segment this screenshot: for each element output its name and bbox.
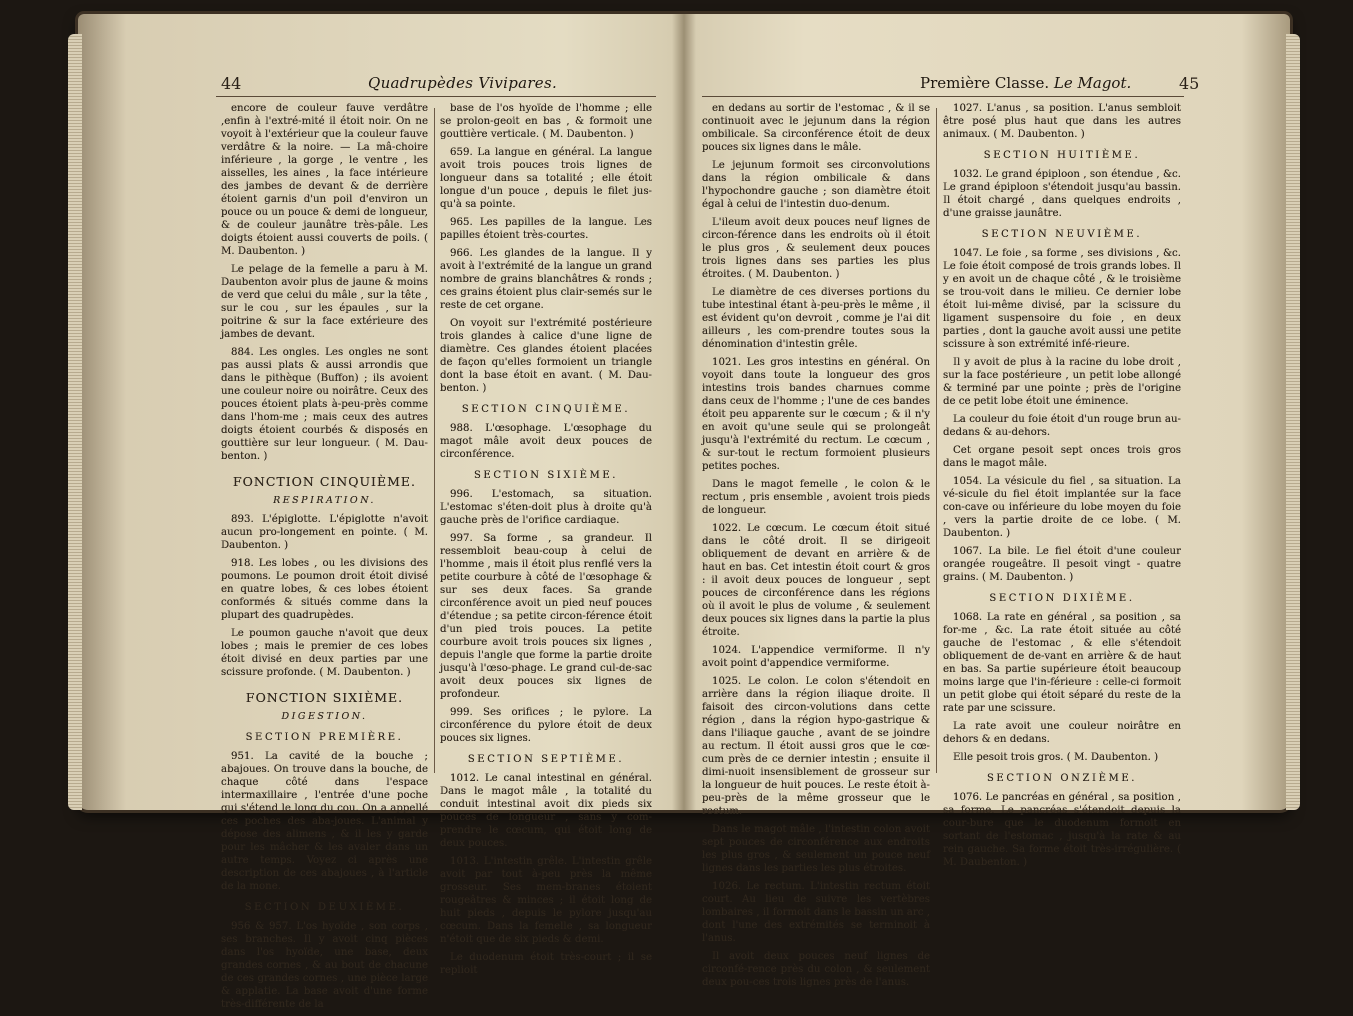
paragraph: 893. L'épiglotte. L'épiglotte n'avoit aucun pro-longement en pointe. ( M. Daubenton. ) <box>221 514 428 551</box>
paragraph: La couleur du foie étoit d'un rouge brun au-dedans & au-dehors. <box>943 414 1181 438</box>
paragraph: 1013. L'intestin grêle. L'intestin grêle avoit par tout à-peu près la même grosseur. Ses mem-branes étoient rougeâtres & minces ; il étoit long de huit pieds , depuis le pylore jusqu'au cœcum. Dans la femelle , sa longueur n'étoit que de six pieds & demi. <box>440 856 652 945</box>
chapter-heading: FONCTION SIXIÈME. <box>245 690 404 705</box>
text-column-right <box>440 102 652 982</box>
section-heading: SECTION ONZIÈME. <box>986 773 1137 784</box>
paragraph: 1067. La bile. Le fiel étoit d'une couleur orangée rougeâtre. Il pesoit vingt - quatre grains. ( M. Daubenton. ) <box>943 546 1181 583</box>
text-column-right <box>943 102 1181 874</box>
left-page <box>78 14 684 1010</box>
header-rule <box>216 96 656 97</box>
running-head: Quadrupèdes Vivipares. <box>368 74 558 92</box>
paragraph: 966. Les glandes de la langue. Il y avoit à l'extrémité de la langue un grand nombre de grains blanchâtres & ronds ; ces grains étoient plus clair-semés sur le reste de cet organe. <box>440 248 652 311</box>
paragraph: L'ileum avoit deux pouces neuf lignes de circon-férence dans les endroits où il étoit le plus gros , & seulement deux pouces trois lignes dans ses parties les plus étroites. ( M. Daubenton. ) <box>702 217 930 280</box>
running-head-main: Première Classe. <box>920 74 1050 92</box>
paragraph: 1076. Le pancréas en général , sa position , sa forme. Le pancréas s'étendoit depuis la cour-bure que le duodenum formoit en sortant de l'estomac , jusqu'à la rate & au rein gauche. Sa forme étoit très-irrégulière. ( M. Daubenton. ) <box>943 792 1181 868</box>
paragraph: Il avoit deux pouces neuf lignes de circonfé-rence près du colon , & seulement deux pou-ces trois lignes près de l'anus. <box>702 951 930 988</box>
page-number: 44 <box>221 74 242 93</box>
paragraph: Dans le magot femelle , le colon & le rectum , pris ensemble , avoient trois pieds de longueur. <box>702 479 930 516</box>
paragraph: encore de couleur fauve verdâtre ,enfin à l'extré-mité il étoit noir. On ne voyoit à l'extérieur que la couleur fauve verdâtre & la noire. — La mâ-choire inférieure , la gorge , le ventre , les aisselles, les aines , la face intérieure des jambes de devant & de derrière étoient garnis d'un poil d'environ un pouce ou un pouce & demi de longueur, & de couleur jaunâtre très-pâle. Les doigts étoient aussi couverts de poils. ( M. Daubenton. ) <box>221 103 428 257</box>
subheading: RESPIRATION. <box>273 495 376 506</box>
paragraph: Le pelage de la femelle a paru à M. Daubenton avoir plus de jaune & moins de verd que celui du mâle , sur la tête , sur le cou , sur les épaules , sur la poitrine & sur la face extérieure des jambes de devant. <box>221 264 428 340</box>
paragraph: 1026. Le rectum. L'intestin rectum étoit court. Au lieu de suivre les vertèbres lombaires , il formoit dans le bassin un arc , dont l'une des extrémités se terminoit à l'anus. <box>702 881 930 944</box>
section-heading: SECTION HUITIÈME. <box>983 150 1141 161</box>
paragraph: base de l'os hyoïde de l'homme ; elle se prolon-geoit en bas , & formoit une gouttière verticale. ( M. Daubenton. ) <box>440 103 652 140</box>
paragraph: Il y avoit de plus à la racine du lobe droit , sur la face postérieure , un petit lobe allongé & terminé par une pointe ; près de l'origine de ce petit lobe étoit une éminence. <box>943 357 1181 407</box>
paragraph: Dans le magot mâle , l'intestin colon avoit sept pouces de circonférence aux endroits les plus gros , & seulement un pouce neuf lignes dans les parties les plus étroites. <box>702 824 930 874</box>
paragraph: 956 & 957. L'os hyoïde , son corps , ses branches. Il y avoit cinq pièces dans l'os hyoïde, une base, deux grandes cornes , & au bout de chacune de ces grandes cornes , une pièce large & applatie. La base avoit d'une forme très-différente de la <box>221 921 428 1010</box>
paragraph: 1054. La vésicule du fiel , sa situation. La vé-sicule du fiel étoit implantée sur la face con-cave ou inférieure du lobe moyen du foie , vers la partie droite de ce lobe. ( M. Daubenton. ) <box>943 476 1181 539</box>
paragraph: Le jejunum formoit ses circonvolutions dans la région ombilicale & dans l'hypochondre gauche ; son diamètre étoit égal à celui de l'intestin duo-denum. <box>702 160 930 210</box>
paragraph: 1022. Le cœcum. Le cœcum étoit situé dans le côté droit. Il se dirigeoit obliquement de devant en arrière & de haut en bas. Cet intestin étoit court & gros : il avoit deux pouces de longueur , sept pouces de circonférence dans les régions où il avoit le plus de volume , & seulement deux pouces six lignes dans la partie la plus étroite. <box>702 523 930 638</box>
section-heading: SECTION NEUVIÈME. <box>981 229 1143 240</box>
subheading: DIGESTION. <box>281 711 368 722</box>
text-column-left <box>221 102 428 1016</box>
paragraph: 1047. Le foie , sa forme , ses divisions , &c. Le foie étoit composé de trois grands lobes. Il y en avoit un de chaque côté , & le troisième se trou-voit dans le milieu. Ce dernier lobe étoit lui-même divisé, par la scissure du ligament suspensoire du foie , en deux parties , dont la gauche avoit aussi une petite scissure à son extrémité infé-rieure. <box>943 248 1181 350</box>
paragraph: 659. La langue en général. La langue avoit trois pouces trois lignes de longueur dans sa totalité ; elle étoit longue d'un pouce , depuis le filet jus-qu'à sa pointe. <box>440 147 652 210</box>
column-rule <box>936 108 937 773</box>
text-column-left <box>702 102 930 994</box>
open-book <box>78 14 1290 1010</box>
section-heading: SECTION CINQUIÈME. <box>461 404 631 415</box>
section-heading: SECTION SIXIÈME. <box>473 470 619 481</box>
paragraph: 997. Sa forme , sa grandeur. Il ressembloit beau-coup à celui de l'homme , mais il étoit plus renflé vers la petite courbure à côté de l'œsophage & sur ses deux faces. Sa grande circonférence avoit un pied neuf pouces d'étendue ; sa petite circon-férence étoit d'un pied trois pouces. La petite courbure avoit trois pouces six lignes , depuis l'angle que forme la partie droite jusqu'à l'œso-phage. Le grand cul-de-sac avoit deux pouces six lignes de profondeur. <box>440 533 652 700</box>
section-heading: SECTION SEPTIÈME. <box>467 754 625 765</box>
paragraph: 1012. Le canal intestinal en général. Dans le magot mâle , la totalité du conduit intestinal avoit dix pieds six pouces de longueur , sans y com-prendre le cœcum, qui étoit long de deux pouces. <box>440 773 652 849</box>
right-page <box>684 14 1290 988</box>
running-head <box>920 74 1131 92</box>
section-heading: SECTION DIXIÈME. <box>989 593 1135 604</box>
column-rule <box>434 108 435 773</box>
paragraph: La rate avoit une couleur noirâtre en dehors & en dedans. <box>943 721 1181 745</box>
paragraph: Le diamètre de ces diverses portions du tube intestinal étant à-peu-près le même , il est évident qu'on devroit , comme je l'ai dit ailleurs , les com-prendre toutes sous la dénomination d'intestin grêle. <box>702 287 930 350</box>
chapter-heading: FONCTION CINQUIÈME. <box>232 474 417 489</box>
paragraph: 1032. Le grand épiploon , son étendue , &c. Le grand épiploon s'étendoit jusqu'au bassin. Il étoit chargé , dans quelques endroits , d'une graisse jaunâtre. <box>943 169 1181 219</box>
paragraph: 918. Les lobes , ou les divisions des poumons. Le poumon droit étoit divisé en quatre lobes, & ces lobes étoient conformés & situés comme dans la plupart des quadrupèdes. <box>221 558 428 621</box>
paragraph: Cet organe pesoit sept onces trois gros dans le magot mâle. <box>943 445 1181 469</box>
section-heading: SECTION DEUXIÈME. <box>244 902 405 913</box>
header-rule <box>702 96 1184 97</box>
paragraph: Elle pesoit trois gros. ( M. Daubenton. ) <box>953 752 1159 763</box>
paragraph: 1025. Le colon. Le colon s'étendoit en arrière dans la région iliaque droite. Il faisoit des circon-volutions dans cette région , dans la région hypo-gastrique & dans l'iliaque gauche , avant de se joindre au rectum. Il étoit aussi gros que le cœ-cum près de ce dernier intestin ; ensuite il dimi-nuoit insensiblement de grosseur sur la longueur de huit pouces. Le reste étoit à-peu-près de la même grosseur que le rectum. <box>702 676 930 817</box>
paragraph: Le duodenum étoit très-court ; il se replioit <box>440 952 652 976</box>
paragraph: Le poumon gauche n'avoit que deux lobes ; mais le premier de ces lobes étoit divisé en deux parties par une scissure profonde. ( M. Daubenton. ) <box>221 628 428 678</box>
paragraph: 1024. L'appendice vermiforme. Il n'y avoit point d'appendice vermiforme. <box>702 645 930 669</box>
paragraph: 988. L'œsophage. L'œsophage du magot mâle avoit deux pouces de circonférence. <box>440 423 652 460</box>
page-number: 45 <box>1179 74 1200 93</box>
paragraph: 884. Les ongles. Les ongles ne sont pas aussi plats & aussi arrondis que dans le pithèque (Buffon) ; ils avoient une couleur noire ou noirâtre. Ceux des pouces étoient plats à-peu-près comme dans l'hom-me ; mais ceux des autres doigts étoient courbés & disposés en gouttière sur leur longueur. ( M. Dau-benton. ) <box>221 347 428 462</box>
paragraph: On voyoit sur l'extrémité postérieure trois glandes à calice d'une ligne de diamètre. Ces glandes étoient placées de façon qu'elles formoient un triangle dont la base étoit en avant. ( M. Dau-benton. ) <box>440 318 652 394</box>
paragraph: 996. L'estomach, sa situation. L'estomac s'éten-doit plus à droite qu'à gauche près de l'orifice cardiaque. <box>440 489 652 526</box>
paragraph: 999. Ses orifices ; le pylore. La circonférence du pylore étoit de deux pouces six lignes. <box>440 707 652 744</box>
paragraph: 1021. Les gros intestins en général. On voyoit dans toute la longueur des gros intestins trois bandes charnues comme dans ceux de l'homme ; l'une de ces bandes étoit peu apparente sur le cœcum ; & il n'y en avoit qu'une seule qui se prolongeât jusqu'à l'extrémité du rectum. Le cœcum , & sur-tout le rectum formoient plusieurs petites poches. <box>702 357 930 472</box>
paragraph: en dedans au sortir de l'estomac , & il se continuoit avec le jejunum dans la région ombilicale. Sa circonférence étoit de deux pouces six lignes dans le mâle. <box>702 103 930 153</box>
section-heading: SECTION PREMIÈRE. <box>245 732 404 743</box>
running-head-sub: Le Magot. <box>1053 74 1132 92</box>
paragraph: 965. Les papilles de la langue. Les papilles étoient très-courtes. <box>440 217 652 241</box>
paragraph: 951. La cavité de la bouche ; abajoues. On trouve dans la bouche, de chaque côté dans l'espace intermaxillaire , l'entrée d'une poche qui s'étend le long du cou. On a appellé ces poches des aba-joues. L'animal y dépose des alimens , & il les y garde pour les mâcher & les avaler dans un autre temps. Voyez ci après une description de ces abajoues , à l'article de la mone. <box>221 751 428 892</box>
paragraph: 1068. La rate en général , sa position , sa for-me , &c. La rate étoit située au côté gauche de l'estomac , & elle s'étendoit obliquement de de-vant en arrière & de haut en bas. Sa partie supérieure étoit beaucoup moins large que l'in-férieure : celle-ci formoit un petit globe qui étoit séparé du reste de la rate par une scissure. <box>943 612 1181 714</box>
paragraph: 1027. L'anus , sa position. L'anus sembloit être posé plus haut que dans les autres animaux. ( M. Daubenton. ) <box>943 103 1181 140</box>
